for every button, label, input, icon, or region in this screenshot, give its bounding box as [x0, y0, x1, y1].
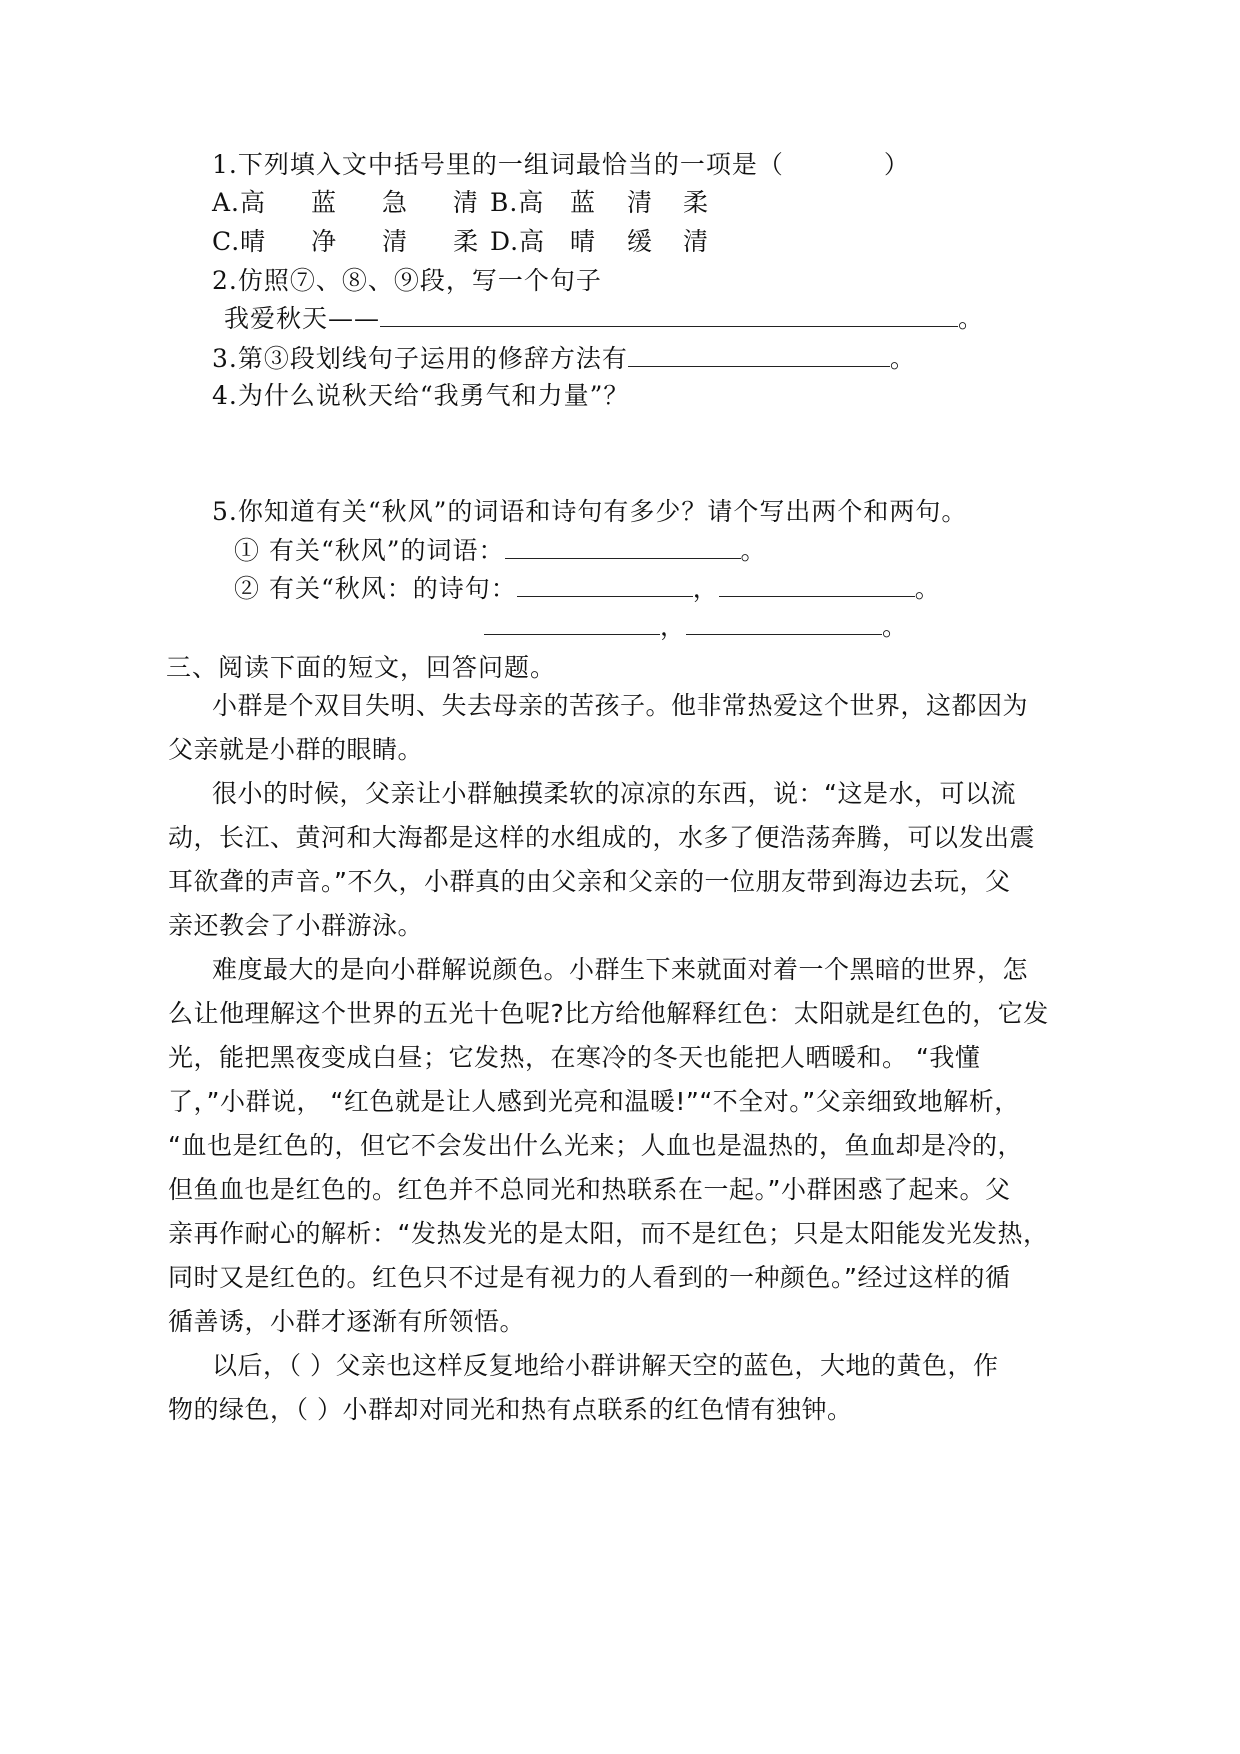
comma: ， [692, 574, 719, 603]
question-5-end: 。 [914, 574, 941, 603]
option-b-label: B.高 [490, 188, 545, 217]
passage-line: 同时又是红色的。红色只不过是有视力的人看到的一种颜色。”经过这样的循 [168, 1263, 1011, 1292]
answer-blank[interactable] [719, 570, 915, 597]
question-3 [212, 339, 916, 375]
option-c-word: 净 [311, 227, 338, 256]
question-1 [212, 145, 910, 181]
option-b-word: 蓝 [570, 188, 597, 217]
question-5-sub-1 [234, 531, 767, 567]
options-row-ab [212, 183, 710, 219]
passage-line: 物的绿色，（ ）小群却对同光和热有点联系的红色情有独钟。 [168, 1395, 853, 1424]
option-d-word: 缓 [627, 227, 654, 256]
passage-line: 光，能把黑夜变成白昼；它发热，在寒冷的冬天也能把人晒暖和。 “我懂 [168, 1043, 981, 1072]
option-d-word: 清 [683, 227, 710, 256]
question-4: 4.为什么说秋天给“我勇气和力量”？ [212, 381, 630, 410]
question-5: 5.你知道有关“秋风”的词语和诗句有多少？请个写出两个和两句。 [212, 497, 968, 526]
passage-line: 难度最大的是向小群解说颜色。小群生下来就面对着一个黑暗的世界，怎 [212, 955, 1029, 984]
option-b-word: 清 [627, 188, 654, 217]
option-c-word: 柔 [453, 227, 480, 256]
question-2-answer-line [224, 299, 984, 335]
question-2: 2.仿照⑦、⑧、⑨段，写一个句子 [212, 266, 602, 295]
section-3-heading: 三、阅读下面的短文，回答问题。 [166, 653, 557, 682]
question-5-sub-1-end: 。 [740, 536, 767, 565]
answer-blank[interactable] [505, 532, 741, 559]
passage-line: 但鱼血也是红色的。红色并不总同光和热联系在一起。”小群困惑了起来。父 [168, 1175, 1011, 1204]
passage-line: 了，”小群说， “红色就是让人感到光亮和温暖!”“不全对。”父亲细致地解析， [168, 1087, 1020, 1116]
question-3-end: 。 [889, 344, 916, 373]
question-5-sub-2-cont [484, 607, 908, 643]
passage-line: 么让他理解这个世界的五光十色呢?比方给他解释红色：太阳就是红色的，它发 [168, 999, 1049, 1028]
passage-line: 亲还教会了小群游泳。 [168, 911, 424, 940]
question-5-sub-1-text: ① 有关“秋风”的词语： [234, 536, 505, 565]
question-5-sub-2 [234, 569, 941, 605]
passage-line: 动，长江、黄河和大海都是这样的水组成的，水多了便浩荡奔腾，可以发出震 [168, 823, 1036, 852]
option-a-word: 蓝 [310, 188, 337, 217]
option-a-word: 清 [452, 188, 479, 217]
option-d-label: D.高 [490, 227, 546, 256]
passage-line: 以后，（ ）父亲也这样反复地给小群讲解天空的蓝色，大地的黄色，作 [212, 1351, 999, 1380]
passage-line: 循善诱，小群才逐渐有所领悟。 [168, 1307, 526, 1336]
answer-blank[interactable] [517, 570, 693, 597]
passage-line: 耳欲聋的声音。”不久，小群真的由父亲和父亲的一位朋友带到海边去玩，父 [168, 867, 1011, 896]
question-5-end: 。 [882, 612, 909, 641]
answer-blank[interactable] [380, 300, 958, 327]
comma: ， [660, 612, 687, 641]
option-a-word: 急 [381, 188, 408, 217]
question-1-text: 1.下列填入文中括号里的一组词最恰当的一项是（ [212, 150, 784, 179]
passage-line: 父亲就是小群的眼睛。 [168, 735, 424, 764]
option-c-label: C.晴 [212, 227, 267, 256]
question-3-text: 3.第③段划线句子运用的修辞方法有 [212, 344, 628, 373]
option-d-word: 晴 [570, 227, 597, 256]
option-b-word: 柔 [683, 188, 710, 217]
option-c-word: 清 [382, 227, 409, 256]
options-row-cd [212, 222, 710, 258]
question-1-close: ） [883, 150, 910, 179]
question-5-sub-2-text: ② 有关“秋风：的诗句： [234, 574, 517, 603]
question-2-end: 。 [958, 304, 985, 333]
option-a-label: A.高 [212, 188, 267, 217]
passage-line: 亲再作耐心的解析：“发热发光的是太阳，而不是红色；只是太阳能发光发热， [168, 1219, 1049, 1248]
passage-line: “血也是红色的，但它不会发出什么光来；人血也是温热的，鱼血却是冷的， [168, 1131, 1023, 1160]
answer-blank[interactable] [628, 340, 890, 367]
question-2-prompt: 我爱秋天—— [224, 304, 381, 333]
answer-blank[interactable] [686, 608, 882, 635]
answer-blank[interactable] [484, 608, 660, 635]
passage-line: 小群是个双目失明、失去母亲的苦孩子。他非常热爱这个世界，这都因为 [212, 691, 1029, 720]
passage-line: 很小的时候，父亲让小群触摸柔软的凉凉的东西，说：“这是水，可以流 [212, 779, 1016, 808]
